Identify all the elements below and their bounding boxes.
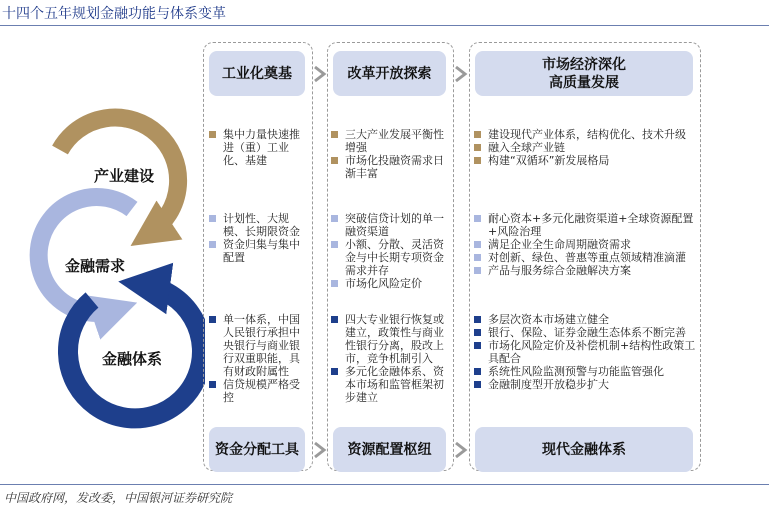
column-1-footer: 资金分配工具: [209, 427, 305, 472]
column-3-header-line-2: 高质量发展: [549, 74, 619, 91]
column-3-header: [475, 51, 693, 96]
list-item: 对创新、绿色、普惠等重点领域精准滴灌: [473, 251, 697, 264]
list-item: 金融制度型开放稳步扩大: [473, 378, 697, 391]
column-1-header: 工业化奠基: [209, 51, 305, 96]
column-3-industry-group: [473, 128, 697, 167]
list-item: 融入全球产业链: [473, 141, 697, 154]
column-3-system-group: [473, 313, 697, 391]
list-item: 信贷规模严格受控: [208, 378, 309, 404]
list-item: 三大产业发展平衡性增强: [330, 128, 450, 154]
list-item: 市场化风险定价及补偿机制+结构性政策工具配合: [473, 339, 697, 365]
list-item: 小额、分散、灵活资金与中长期专项资金需求并存: [330, 238, 450, 277]
column-2-demand-group: [330, 212, 450, 290]
column-2-system-group: [330, 313, 450, 404]
list-item: 市场化风险定价: [330, 277, 450, 290]
column-3-header-line-1: 市场经济深化: [542, 56, 626, 73]
chevron-right-icon: [313, 65, 327, 83]
cycle-label-industry: 产业建设: [94, 167, 155, 185]
list-item: 系统性风险监测预警与功能监管强化: [473, 365, 697, 378]
source-note: 中国政府网，发改委，中国银河证券研究院: [4, 491, 233, 505]
list-item: 耐心资本+多元化融资渠道+全球资源配置+风险治理: [473, 212, 697, 238]
column-1-demand-group: [208, 212, 309, 264]
column-1-industry-group: [208, 128, 309, 167]
page-title: 十四个五年规划金融功能与体系变革: [2, 6, 226, 22]
column-1-system-group: [208, 313, 309, 404]
cycle-label-demand: 金融需求: [65, 257, 126, 275]
list-item: 突破信贷计划的单一融资渠道: [330, 212, 450, 238]
chevron-right-icon: [313, 441, 327, 459]
column-2-industry-group: [330, 128, 450, 180]
list-item: 四大专业银行恢复或建立，政策性与商业性银行分离，股改上市，竞争机制引入: [330, 313, 450, 365]
list-item: 资金归集与集中配置: [208, 238, 309, 264]
chevron-right-icon: [454, 65, 468, 83]
list-item: 集中力量快速推进（重）工业化、基建: [208, 128, 309, 167]
title-divider: [0, 25, 769, 26]
column-2-footer: 资源配置枢纽: [333, 427, 446, 472]
list-item: 建设现代产业体系，结构优化、技术升级: [473, 128, 697, 141]
cycle-label-system: 金融体系: [102, 350, 163, 368]
list-item: 计划性、大规模、长期限资金: [208, 212, 309, 238]
list-item: 多层次资本市场建立健全: [473, 313, 697, 326]
column-3-demand-group: [473, 212, 697, 277]
footer-divider: [0, 484, 769, 485]
list-item: 构建“双循环”新发展格局: [473, 154, 697, 167]
list-item: 多元化金融体系、资本市场和监管框架初步建立: [330, 365, 450, 404]
column-2-header: 改革开放探索: [333, 51, 446, 96]
column-3-footer: 现代金融体系: [475, 427, 693, 472]
chevron-right-icon: [454, 441, 468, 459]
list-item: 满足企业全生命周期融资需求: [473, 238, 697, 251]
list-item: 产品与服务综合金融解决方案: [473, 264, 697, 277]
list-item: 市场化投融资需求日渐丰富: [330, 154, 450, 180]
list-item: 单一体系，中国人民银行承担中央银行与商业银行双重职能，具有财政附属性: [208, 313, 309, 378]
list-item: 银行、保险、证券金融生态体系不断完善: [473, 326, 697, 339]
